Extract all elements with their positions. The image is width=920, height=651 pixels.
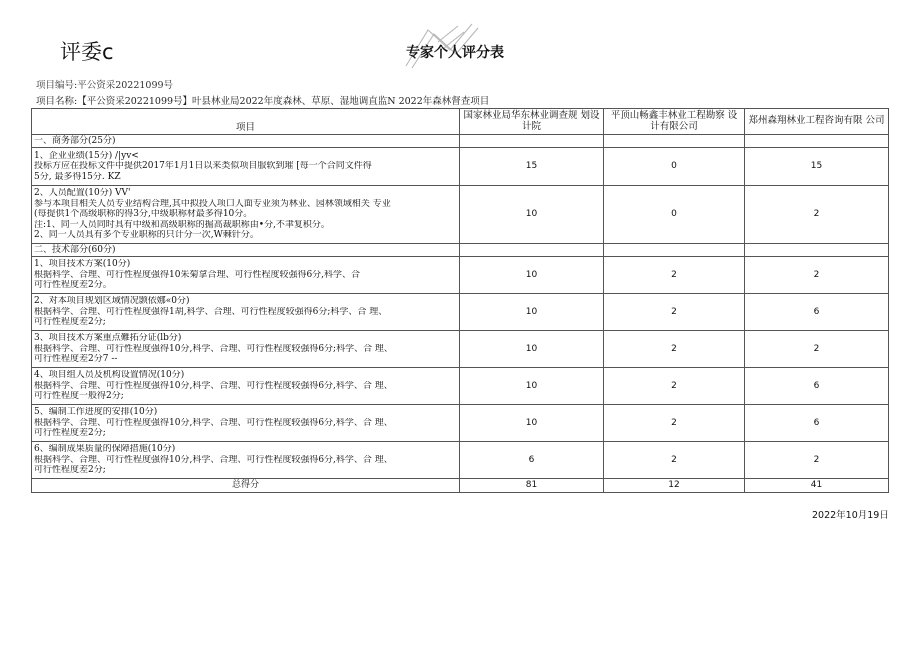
company-header-3: 郑州森翔林业工程咨询有限 公司 (745, 109, 889, 135)
total-label: 总得分 (32, 479, 460, 493)
sign-date: 2022年10月19日 (812, 510, 889, 521)
table-row (32, 405, 889, 442)
criterion-cell: 2、人员配置(10分) VV' 参与本项目相关人员专业结构合理,其中拟投入项口人面专业须为林业、园林领域相关 专业 (每提供1个高级职称的得3分,中级职称材最多得10分。 注:1、同一人员同时具有中级和高级职称的掘高裁职称由•分,不聿复积分。 2、同一人员具有多个专业职称的只计分一次,W棘针分。 (32, 186, 460, 244)
table-row (32, 442, 889, 479)
total-score: 12 (604, 479, 745, 493)
total-score: 41 (745, 479, 889, 493)
score-cell: 6 (460, 442, 604, 479)
score-cell: 2 (604, 368, 745, 405)
score-cell: 6 (745, 294, 889, 331)
criterion-cell: 6、编制成果质量的保障措施(10分) 根据科学、合理、可行性程度强得10分,科学、合理、可行性程度较强得6分,科学、合 理、 可行性程度差2分; (32, 442, 460, 479)
score-cell: 2 (604, 294, 745, 331)
total-score: 81 (460, 479, 604, 493)
section-tech: 二、技术部分(60分) (32, 244, 460, 257)
score-cell: 6 (745, 405, 889, 442)
score-cell: 2 (604, 257, 745, 294)
section-business: 一、商务部分(25分) (32, 135, 460, 148)
table-row (32, 148, 889, 186)
criterion-cell: 1、企业业绩(15分) /|yv< 投标方应在投标文件中提供2017年1月1日以来类似项目服软到璀 [每一个合同文件得 5分, 最多得15分. KZ (32, 148, 460, 186)
criterion-cell: 2、对本项目规划区域情况颢依娜«0分) 根据科学、合理、可行性程度强得1胡,科学、合理、可行性程度较强得6分;科学、合 理、 可行性程度差2分; (32, 294, 460, 331)
score-cell: 2 (604, 442, 745, 479)
evaluator-label: 评委c (60, 40, 114, 64)
score-cell: 0 (604, 148, 745, 186)
score-cell: 10 (460, 186, 604, 244)
score-cell: 2 (745, 257, 889, 294)
score-cell: 10 (460, 331, 604, 368)
company-header-2: 平顶山畅鑫丰林业工程勘察 设计有限公司 (604, 109, 745, 135)
section-row (32, 135, 889, 148)
score-cell: 10 (460, 257, 604, 294)
score-cell: 10 (460, 405, 604, 442)
total-row (32, 479, 889, 493)
score-cell: 2 (745, 331, 889, 368)
project-name: 项目名称:【平公资采20221099号】叶县林业局2022年度森林、草原、湿地调直监N 2022年森林督查项目 (36, 96, 490, 107)
score-cell: 2 (745, 186, 889, 244)
header-row (32, 109, 889, 135)
page-title: 专家个人评分表 (406, 45, 504, 61)
score-cell: 15 (460, 148, 604, 186)
table-row (32, 331, 889, 368)
table-row (32, 368, 889, 405)
company-header-1: 国家林业局华东林业调查规 划设计院 (460, 109, 604, 135)
criterion-cell: 3、项目技术方案重点難拓分证(lb分) 根据科学、合理、可行性程度强得10分,科学、合理、可行性程度较强得6分;科学、合 理、 可行性程度差2分7 -- (32, 331, 460, 368)
criterion-cell: 4、项目组人员及机构设置情况(10分) 根据科学、合理、可行性程度强得10分,科学、合理、可行性程度较强得6分,科学、合 理、 可行性程度一般得2分; (32, 368, 460, 405)
table-row (32, 257, 889, 294)
project-number: 项目编号:平公资采20221099号 (36, 80, 174, 91)
table-row (32, 186, 889, 244)
table-row (32, 294, 889, 331)
score-cell: 6 (745, 368, 889, 405)
score-cell: 2 (604, 405, 745, 442)
score-cell: 2 (745, 442, 889, 479)
item-column-header: 项目 (32, 109, 460, 135)
criterion-cell: 1、项目技术方案(10分) 根据科学、合理、可行性程度强得10朱菊拿合理、可行性程度较强得6分,科学、合 可行性程度差2分。 (32, 257, 460, 294)
score-cell: 2 (604, 331, 745, 368)
score-cell: 0 (604, 186, 745, 244)
score-cell: 15 (745, 148, 889, 186)
score-cell: 10 (460, 368, 604, 405)
criterion-cell: 5、编制工作进度的安排(10分) 根据科学、合理、可行性程度强得10分,科学、合理、可行性程度较强得6分,科学、合 理、 可行性程度差2分; (32, 405, 460, 442)
score-table (31, 108, 889, 493)
section-row (32, 244, 889, 257)
score-cell: 10 (460, 294, 604, 331)
